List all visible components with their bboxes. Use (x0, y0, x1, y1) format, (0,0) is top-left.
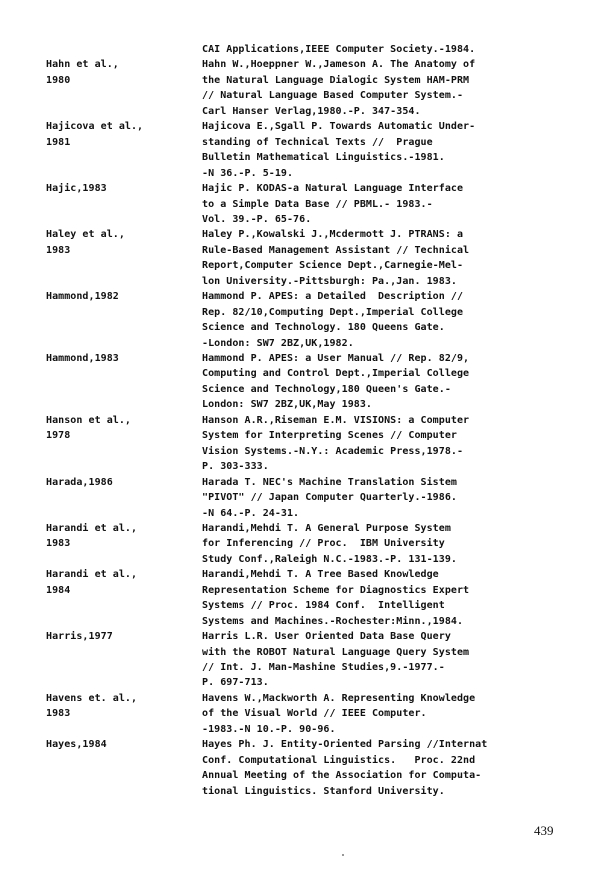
entry-text-line: Computing and Control Dept.,Imperial College (202, 368, 470, 379)
entry-key: Hanson et al., (46, 415, 131, 426)
entry-text-line: Systems // Proc. 1984 Conf. Intelligent (202, 600, 445, 611)
entry-text-line: London: SW7 2BZ,UK,May 1983. (202, 399, 372, 410)
entry-text-line: Hanson A.R.,Riseman E.M. VISIONS: a Computer (202, 415, 470, 426)
entry-text-line: Hahn W.,Hoeppner W.,Jameson A. The Anatomy of (202, 59, 476, 70)
entry-text-line: P. 303-333. (202, 461, 269, 472)
entry-text-line: "PIVOT" // Japan Computer Quarterly.-1986. (202, 492, 457, 503)
scan-speck (342, 854, 344, 856)
entry-text-line: standing of Technical Texts // Prague (202, 137, 433, 148)
entry-key: Havens et. al., (46, 693, 138, 704)
entry-text-line: tional Linguistics. Stanford University. (202, 786, 445, 797)
entry-text-line: -1983.-N 10.-P. 90-96. (202, 724, 336, 735)
entry-text-line: Science and Technology. 180 Queens Gate. (202, 322, 445, 333)
entry-key: Hammond,1983 (46, 353, 119, 364)
entry-key: Hajicova et al., (46, 121, 144, 132)
entry-key: Haley et al., (46, 229, 125, 240)
entry-key: Harandi et al., (46, 523, 138, 534)
entry-text-line: Haley P.,Kowalski J.,Mcdermott J. PTRANS: a (202, 229, 464, 240)
entry-text-line: Carl Hanser Verlag,1980.-P. 347-354. (202, 106, 421, 117)
entry-text-line: Vol. 39.-P. 65-76. (202, 214, 312, 225)
entry-text-line: Havens W.,Mackworth A. Representing Knowledge (202, 693, 476, 704)
entry-text-line: Hammond P. APES: a Detailed Description // (202, 291, 464, 302)
entry-text-line: lon University.-Pittsburgh: Pa.,Jan. 1983. (202, 276, 457, 287)
entry-text-line: Study Conf.,Raleigh N.C.-1983.-P. 131-139. (202, 554, 457, 565)
entry-text-line: Harris L.R. User Oriented Data Base Query (202, 631, 451, 642)
entry-key: Hajic,1983 (46, 183, 107, 194)
entry-text-line: Harandi,Mehdi T. A Tree Based Knowledge (202, 569, 439, 580)
entry-text-line: Rule-Based Management Assistant // Technical (202, 245, 470, 256)
entry-text-line: Bulletin Mathematical Linguistics.-1981. (202, 152, 445, 163)
entry-text-line: -London: SW7 2BZ,UK,1982. (202, 338, 354, 349)
entry-text-line: CAI Applications,IEEE Computer Society.-1984. (202, 44, 476, 55)
entry-text-line: // Int. J. Man-Mashine Studies,9.-1977.- (202, 662, 445, 673)
entry-key: Hahn et al., (46, 59, 119, 70)
entry-text-line: // Natural Language Based Computer System.- (202, 90, 464, 101)
entry-text-line: with the ROBOT Natural Language Query System (202, 647, 470, 658)
entry-key: Harada,1986 (46, 477, 113, 488)
entry-text-line: Hajic P. KODAS-a Natural Language Interface (202, 183, 464, 194)
entry-key: Hammond,1982 (46, 291, 119, 302)
entry-key: 1983 (46, 538, 71, 549)
entry-text-line: the Natural Language Dialogic System HAM-PRM (202, 75, 470, 86)
entry-key: 1983 (46, 245, 71, 256)
page-number: 439 (534, 823, 554, 838)
entry-text-line: Vision Systems.-N.Y.: Academic Press,1978.- (202, 446, 464, 457)
entry-text-line: Systems and Machines.-Rochester:Minn.,1984. (202, 616, 464, 627)
entry-text-line: -N 64.-P. 24-31. (202, 508, 300, 519)
entry-text-line: of the Visual World // IEEE Computer. (202, 708, 427, 719)
entry-key: 1984 (46, 585, 71, 596)
entry-text-line: to a Simple Data Base // PBML.- 1983.- (202, 199, 433, 210)
entry-text-line: Harandi,Mehdi T. A General Purpose System (202, 523, 451, 534)
entry-key: Harandi et al., (46, 569, 138, 580)
entry-key: Harris,1977 (46, 631, 113, 642)
entry-key: 1980 (46, 75, 71, 86)
entry-text-line: Hammond P. APES: a User Manual // Rep. 82/9, (202, 353, 470, 364)
entry-text-line: Harada T. NEC's Machine Translation Sistem (202, 477, 457, 488)
entry-text-line: for Inferencing // Proc. IBM University (202, 538, 445, 549)
entry-text-line: Annual Meeting of the Association for Computa- (202, 770, 482, 781)
entry-text-line: Report,Computer Science Dept.,Carnegie-Mel- (202, 260, 464, 271)
entry-key: 1983 (46, 708, 71, 719)
entry-key: 1981 (46, 137, 71, 148)
entry-text-line: -N 36.-P. 5-19. (202, 168, 294, 179)
entry-text-line: Hayes Ph. J. Entity-Oriented Parsing //Internat (202, 739, 488, 750)
entry-text-line: Conf. Computational Linguistics. Proc. 22nd (202, 755, 476, 766)
entry-text-line: P. 697-713. (202, 677, 269, 688)
entry-text-line: System for Interpreting Scenes // Computer (202, 430, 457, 441)
entry-text-line: Representation Scheme for Diagnostics Expert (202, 585, 470, 596)
entry-text-line: Hajicova E.,Sgall P. Towards Automatic Under- (202, 121, 476, 132)
entry-text-line: Rep. 82/10,Computing Dept.,Imperial College (202, 307, 464, 318)
entry-text-line: Science and Technology,180 Queen's Gate.- (202, 384, 451, 395)
entry-key: Hayes,1984 (46, 739, 107, 750)
entry-key: 1978 (46, 430, 71, 441)
